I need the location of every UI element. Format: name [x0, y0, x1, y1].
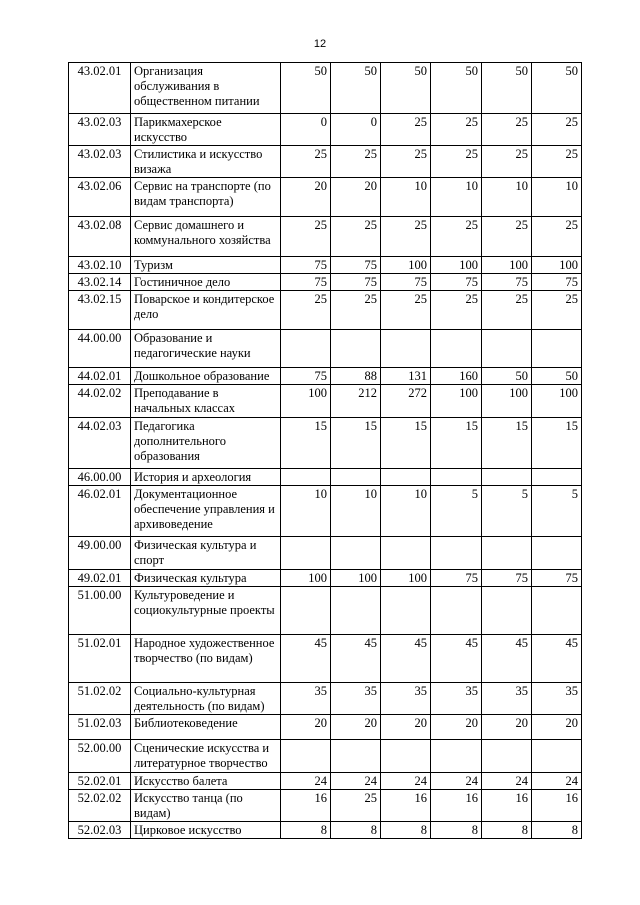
value-cell: 20 — [281, 178, 331, 217]
value-cell: 100 — [281, 385, 331, 418]
value-cell: 212 — [331, 385, 381, 418]
value-cell: 25 — [482, 217, 532, 257]
value-cell: 20 — [331, 178, 381, 217]
specialty-name-cell: Сервис домашнего и коммунального хозяйства — [131, 217, 281, 257]
value-cell — [281, 740, 331, 773]
value-cell: 25 — [381, 146, 431, 178]
specialty-name-cell: Цирковое искусство — [131, 822, 281, 839]
value-cell: 10 — [381, 178, 431, 217]
value-cell: 24 — [482, 773, 532, 790]
value-cell: 25 — [482, 146, 532, 178]
value-cell: 5 — [532, 486, 582, 537]
table-row — [69, 469, 582, 486]
value-cell: 25 — [431, 217, 482, 257]
value-cell: 8 — [482, 822, 532, 839]
value-cell: 8 — [281, 822, 331, 839]
specialty-name-cell: Народное художественное творчество (по видам) — [131, 635, 281, 683]
specialty-name-cell: Сценические искусства и литературное творчество — [131, 740, 281, 773]
value-cell — [431, 537, 482, 570]
value-cell — [331, 469, 381, 486]
value-cell — [532, 537, 582, 570]
value-cell — [532, 330, 582, 368]
table-row — [69, 291, 582, 330]
value-cell: 20 — [331, 715, 381, 740]
value-cell: 100 — [532, 385, 582, 418]
value-cell — [381, 330, 431, 368]
value-cell — [482, 537, 532, 570]
table-row — [69, 486, 582, 537]
specialty-code-cell: 44.02.02 — [69, 385, 131, 418]
table-row — [69, 257, 582, 274]
value-cell: 25 — [431, 291, 482, 330]
value-cell: 50 — [482, 368, 532, 385]
value-cell: 25 — [281, 146, 331, 178]
table-row — [69, 114, 582, 146]
value-cell: 75 — [431, 274, 482, 291]
value-cell: 20 — [482, 715, 532, 740]
value-cell: 10 — [431, 178, 482, 217]
value-cell: 25 — [431, 146, 482, 178]
value-cell: 75 — [482, 274, 532, 291]
value-cell — [431, 587, 482, 635]
value-cell: 45 — [381, 635, 431, 683]
value-cell: 75 — [381, 274, 431, 291]
value-cell: 131 — [381, 368, 431, 385]
specialty-code-cell: 46.02.01 — [69, 486, 131, 537]
table-row — [69, 740, 582, 773]
value-cell: 25 — [532, 217, 582, 257]
value-cell: 20 — [281, 715, 331, 740]
value-cell: 25 — [431, 114, 482, 146]
table-row — [69, 822, 582, 839]
value-cell: 10 — [281, 486, 331, 537]
value-cell: 100 — [381, 257, 431, 274]
value-cell: 50 — [532, 368, 582, 385]
specialty-name-cell: Организация обслуживания в общественном питании — [131, 63, 281, 114]
specialty-code-cell: 44.02.01 — [69, 368, 131, 385]
specialty-name-cell: Стилистика и искусство визажа — [131, 146, 281, 178]
value-cell: 45 — [331, 635, 381, 683]
value-cell: 100 — [381, 570, 431, 587]
value-cell: 24 — [281, 773, 331, 790]
specialties-table — [68, 62, 582, 839]
table-row — [69, 635, 582, 683]
value-cell — [431, 740, 482, 773]
value-cell — [281, 469, 331, 486]
value-cell: 15 — [482, 418, 532, 469]
specialty-name-cell: Педагогика дополнительного образования — [131, 418, 281, 469]
specialty-code-cell: 52.02.02 — [69, 790, 131, 822]
value-cell: 75 — [331, 257, 381, 274]
value-cell: 0 — [281, 114, 331, 146]
value-cell: 45 — [281, 635, 331, 683]
value-cell: 24 — [532, 773, 582, 790]
value-cell: 50 — [281, 63, 331, 114]
specialty-code-cell: 43.02.03 — [69, 146, 131, 178]
page-number: 12 — [313, 38, 327, 50]
value-cell: 16 — [431, 790, 482, 822]
value-cell — [381, 740, 431, 773]
value-cell — [532, 469, 582, 486]
value-cell: 24 — [331, 773, 381, 790]
value-cell: 35 — [532, 683, 582, 715]
table-row — [69, 715, 582, 740]
specialty-code-cell: 52.02.03 — [69, 822, 131, 839]
value-cell: 25 — [482, 291, 532, 330]
value-cell: 25 — [381, 114, 431, 146]
value-cell: 35 — [281, 683, 331, 715]
value-cell: 8 — [381, 822, 431, 839]
value-cell: 272 — [381, 385, 431, 418]
value-cell: 50 — [331, 63, 381, 114]
value-cell: 75 — [281, 257, 331, 274]
value-cell: 100 — [281, 570, 331, 587]
table-row — [69, 418, 582, 469]
value-cell: 50 — [431, 63, 482, 114]
value-cell: 25 — [331, 291, 381, 330]
value-cell: 8 — [331, 822, 381, 839]
value-cell: 35 — [431, 683, 482, 715]
value-cell: 75 — [532, 274, 582, 291]
table-row — [69, 385, 582, 418]
value-cell: 16 — [381, 790, 431, 822]
specialty-name-cell: История и археология — [131, 469, 281, 486]
value-cell: 75 — [482, 570, 532, 587]
specialty-name-cell: Гостиничное дело — [131, 274, 281, 291]
value-cell: 35 — [381, 683, 431, 715]
value-cell: 0 — [331, 114, 381, 146]
value-cell: 45 — [532, 635, 582, 683]
value-cell: 88 — [331, 368, 381, 385]
specialty-name-cell: Физическая культура и спорт — [131, 537, 281, 570]
value-cell — [381, 469, 431, 486]
specialty-name-cell: Искусство балета — [131, 773, 281, 790]
value-cell: 25 — [532, 146, 582, 178]
value-cell: 75 — [281, 274, 331, 291]
value-cell: 10 — [381, 486, 431, 537]
value-cell: 25 — [381, 291, 431, 330]
specialty-name-cell: Культуроведение и социокультурные проекты — [131, 587, 281, 635]
specialty-code-cell: 52.02.01 — [69, 773, 131, 790]
specialty-name-cell: Искусство танца (по видам) — [131, 790, 281, 822]
value-cell: 25 — [381, 217, 431, 257]
value-cell: 160 — [431, 368, 482, 385]
specialty-code-cell: 43.02.08 — [69, 217, 131, 257]
value-cell: 15 — [532, 418, 582, 469]
value-cell — [331, 537, 381, 570]
table-row — [69, 790, 582, 822]
specialty-code-cell: 44.02.03 — [69, 418, 131, 469]
value-cell: 75 — [331, 274, 381, 291]
specialty-name-cell: Поварское и кондитерское дело — [131, 291, 281, 330]
value-cell: 100 — [431, 385, 482, 418]
value-cell — [532, 587, 582, 635]
value-cell: 75 — [281, 368, 331, 385]
value-cell: 50 — [381, 63, 431, 114]
value-cell: 10 — [331, 486, 381, 537]
value-cell: 15 — [281, 418, 331, 469]
specialty-name-cell: Парикмахерское искусство — [131, 114, 281, 146]
specialty-name-cell: Социально-культурная деятельность (по видам) — [131, 683, 281, 715]
specialty-code-cell: 43.02.01 — [69, 63, 131, 114]
specialty-code-cell: 43.02.10 — [69, 257, 131, 274]
table-row — [69, 274, 582, 291]
specialty-code-cell: 43.02.14 — [69, 274, 131, 291]
value-cell: 10 — [482, 178, 532, 217]
value-cell: 24 — [381, 773, 431, 790]
value-cell — [482, 740, 532, 773]
table-row — [69, 146, 582, 178]
specialty-code-cell: 52.00.00 — [69, 740, 131, 773]
table-row — [69, 773, 582, 790]
value-cell — [281, 330, 331, 368]
value-cell — [482, 587, 532, 635]
value-cell: 45 — [431, 635, 482, 683]
value-cell — [381, 537, 431, 570]
value-cell — [331, 740, 381, 773]
specialty-name-cell: Преподавание в начальных классах — [131, 385, 281, 418]
value-cell — [482, 469, 532, 486]
value-cell: 25 — [532, 114, 582, 146]
value-cell: 25 — [281, 291, 331, 330]
value-cell: 50 — [532, 63, 582, 114]
value-cell: 5 — [482, 486, 532, 537]
specialty-code-cell: 51.02.01 — [69, 635, 131, 683]
value-cell: 10 — [532, 178, 582, 217]
value-cell — [431, 469, 482, 486]
value-cell: 100 — [532, 257, 582, 274]
value-cell: 15 — [331, 418, 381, 469]
value-cell: 15 — [381, 418, 431, 469]
specialty-code-cell: 46.00.00 — [69, 469, 131, 486]
value-cell: 24 — [431, 773, 482, 790]
table-row — [69, 587, 582, 635]
value-cell: 25 — [331, 146, 381, 178]
specialty-name-cell: Туризм — [131, 257, 281, 274]
value-cell: 20 — [431, 715, 482, 740]
value-cell: 16 — [281, 790, 331, 822]
specialty-code-cell: 51.00.00 — [69, 587, 131, 635]
value-cell: 100 — [431, 257, 482, 274]
value-cell: 8 — [431, 822, 482, 839]
value-cell: 16 — [482, 790, 532, 822]
value-cell: 35 — [331, 683, 381, 715]
value-cell: 20 — [381, 715, 431, 740]
table-row — [69, 217, 582, 257]
table-row — [69, 178, 582, 217]
specialty-code-cell: 51.02.02 — [69, 683, 131, 715]
value-cell: 50 — [482, 63, 532, 114]
specialty-name-cell: Документационное обеспечение управления и архивоведение — [131, 486, 281, 537]
value-cell: 25 — [331, 217, 381, 257]
value-cell: 25 — [331, 790, 381, 822]
value-cell: 16 — [532, 790, 582, 822]
table-row — [69, 63, 582, 114]
table-row — [69, 368, 582, 385]
specialty-code-cell: 51.02.03 — [69, 715, 131, 740]
specialty-name-cell: Библиотековедение — [131, 715, 281, 740]
value-cell: 45 — [482, 635, 532, 683]
table-row — [69, 570, 582, 587]
value-cell: 100 — [331, 570, 381, 587]
specialty-name-cell: Физическая культура — [131, 570, 281, 587]
value-cell: 100 — [482, 385, 532, 418]
specialty-code-cell: 44.00.00 — [69, 330, 131, 368]
value-cell: 25 — [532, 291, 582, 330]
value-cell: 25 — [281, 217, 331, 257]
specialty-code-cell: 49.00.00 — [69, 537, 131, 570]
value-cell — [281, 537, 331, 570]
specialty-code-cell: 43.02.06 — [69, 178, 131, 217]
value-cell: 35 — [482, 683, 532, 715]
table-row — [69, 683, 582, 715]
specialty-code-cell: 49.02.01 — [69, 570, 131, 587]
value-cell — [431, 330, 482, 368]
value-cell — [331, 587, 381, 635]
specialty-name-cell: Сервис на транспорте (по видам транспорта) — [131, 178, 281, 217]
specialty-code-cell: 43.02.15 — [69, 291, 131, 330]
value-cell — [331, 330, 381, 368]
value-cell: 75 — [532, 570, 582, 587]
specialty-name-cell: Дошкольное образование — [131, 368, 281, 385]
table-row — [69, 537, 582, 570]
specialty-name-cell: Образование и педагогические науки — [131, 330, 281, 368]
value-cell: 100 — [482, 257, 532, 274]
specialty-code-cell: 43.02.03 — [69, 114, 131, 146]
value-cell: 20 — [532, 715, 582, 740]
value-cell: 25 — [482, 114, 532, 146]
value-cell — [381, 587, 431, 635]
value-cell — [281, 587, 331, 635]
value-cell: 8 — [532, 822, 582, 839]
value-cell: 75 — [431, 570, 482, 587]
table-row — [69, 330, 582, 368]
value-cell: 15 — [431, 418, 482, 469]
value-cell — [532, 740, 582, 773]
value-cell — [482, 330, 532, 368]
value-cell: 5 — [431, 486, 482, 537]
